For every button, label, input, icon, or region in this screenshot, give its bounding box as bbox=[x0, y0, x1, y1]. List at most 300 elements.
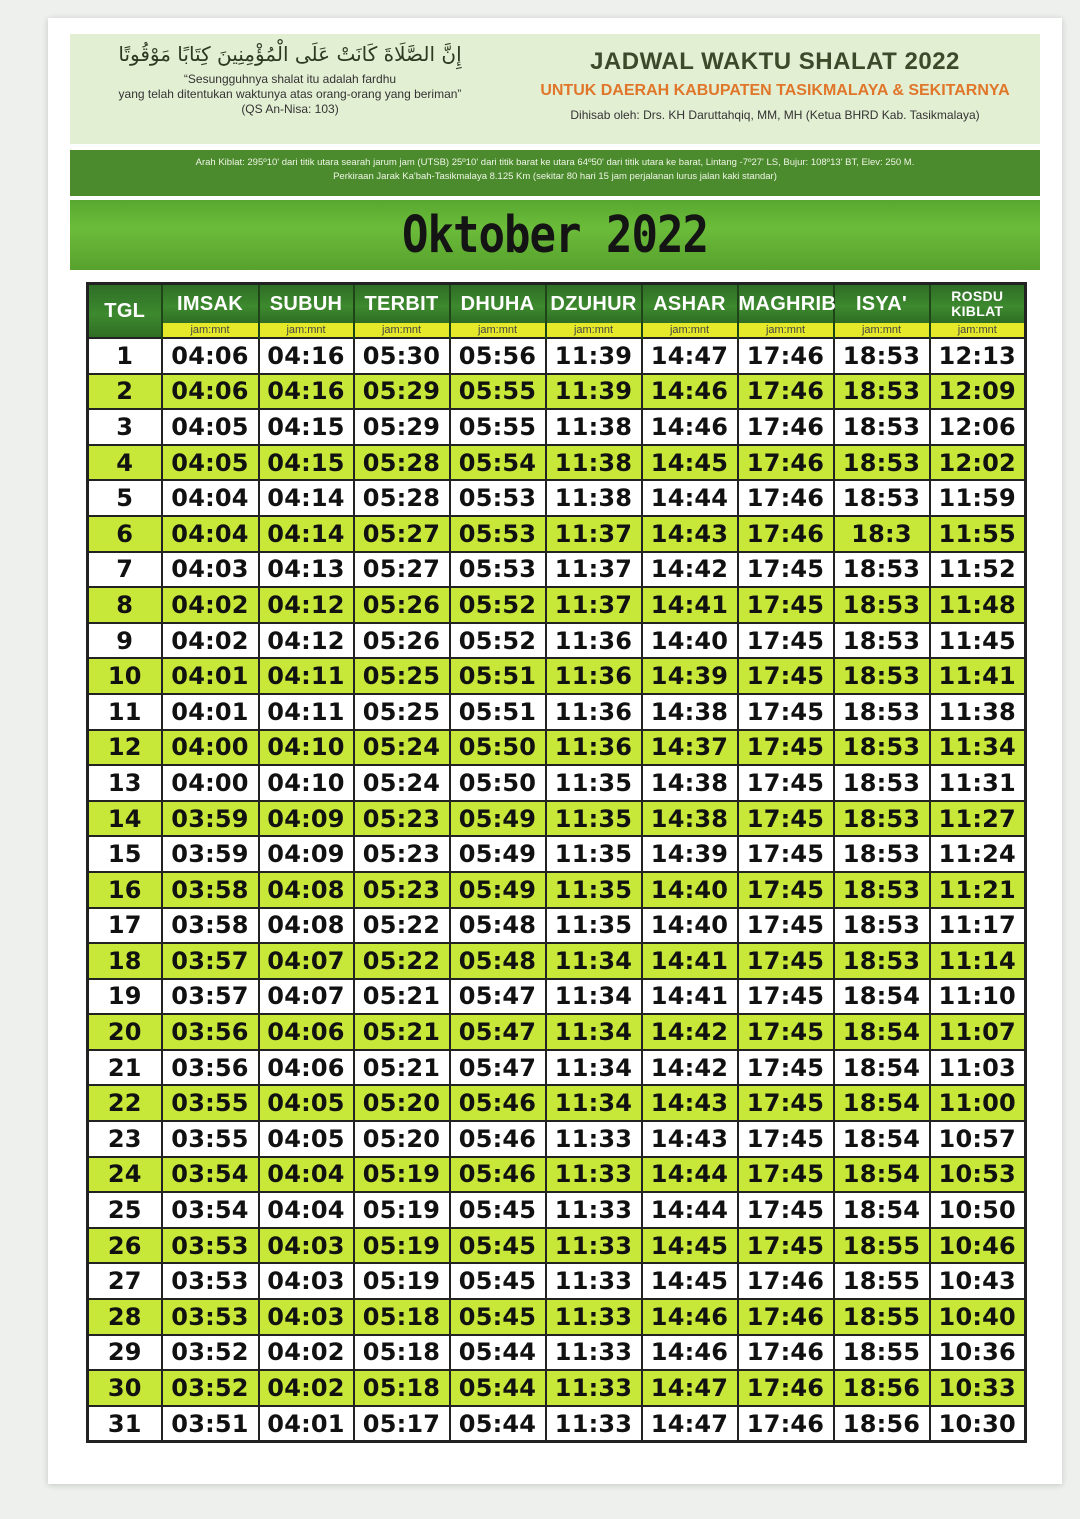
cell-isya: 18:54 bbox=[834, 1121, 930, 1157]
cell-maghrib: 17:46 bbox=[738, 445, 834, 481]
cell-terbit: 05:21 bbox=[354, 979, 450, 1015]
cell-subuh: 04:05 bbox=[259, 1121, 354, 1157]
cell-imsak: 04:03 bbox=[162, 552, 259, 588]
calculated-by: Dihisab oleh: Drs. KH Daruttahqiq, MM, MH (Ketua BHRD Kab. Tasikmalaya) bbox=[570, 108, 980, 122]
cell-tgl: 16 bbox=[88, 872, 162, 908]
cell-rosdu-kiblat: 11:00 bbox=[930, 1085, 1026, 1121]
month-title: Oktober 2022 bbox=[402, 206, 708, 265]
col-header-subuh: SUBUH bbox=[259, 284, 354, 324]
verse-block bbox=[70, 34, 510, 144]
cell-terbit: 05:26 bbox=[354, 587, 450, 623]
cell-subuh: 04:12 bbox=[259, 587, 354, 623]
table-row bbox=[88, 445, 1026, 481]
cell-subuh: 04:14 bbox=[259, 516, 354, 552]
cell-rosdu-kiblat: 12:09 bbox=[930, 374, 1026, 410]
cell-imsak: 03:59 bbox=[162, 801, 259, 837]
cell-tgl: 14 bbox=[88, 801, 162, 837]
cell-tgl: 26 bbox=[88, 1228, 162, 1264]
cell-dhuha: 05:45 bbox=[450, 1299, 546, 1335]
cell-rosdu-kiblat: 11:34 bbox=[930, 730, 1026, 766]
cell-imsak: 03:57 bbox=[162, 979, 259, 1015]
cell-ashar: 14:43 bbox=[642, 516, 738, 552]
page-title: JADWAL WAKTU SHALAT 2022 bbox=[590, 48, 960, 75]
cell-maghrib: 17:45 bbox=[738, 694, 834, 730]
table-row bbox=[88, 872, 1026, 908]
cell-maghrib: 17:46 bbox=[738, 338, 834, 374]
cell-tgl: 31 bbox=[88, 1406, 162, 1442]
cell-rosdu-kiblat: 11:14 bbox=[930, 943, 1026, 979]
cell-subuh: 04:03 bbox=[259, 1228, 354, 1264]
cell-maghrib: 17:46 bbox=[738, 374, 834, 410]
cell-dhuha: 05:55 bbox=[450, 409, 546, 445]
cell-dzuhur: 11:33 bbox=[546, 1370, 642, 1406]
cell-imsak: 04:00 bbox=[162, 765, 259, 801]
cell-subuh: 04:04 bbox=[259, 1157, 354, 1193]
cell-isya: 18:53 bbox=[834, 552, 930, 588]
cell-dhuha: 05:49 bbox=[450, 801, 546, 837]
cell-imsak: 04:01 bbox=[162, 658, 259, 694]
cell-isya: 18:56 bbox=[834, 1370, 930, 1406]
cell-rosdu-kiblat: 10:57 bbox=[930, 1121, 1026, 1157]
cell-ashar: 14:37 bbox=[642, 730, 738, 766]
cell-ashar: 14:39 bbox=[642, 836, 738, 872]
cell-maghrib: 17:45 bbox=[738, 587, 834, 623]
table-row bbox=[88, 338, 1026, 374]
cell-dzuhur: 11:36 bbox=[546, 658, 642, 694]
cell-tgl: 29 bbox=[88, 1335, 162, 1371]
cell-subuh: 04:04 bbox=[259, 1192, 354, 1228]
cell-ashar: 14:46 bbox=[642, 1335, 738, 1371]
cell-imsak: 03:51 bbox=[162, 1406, 259, 1442]
cell-tgl: 4 bbox=[88, 445, 162, 481]
col-header-rosdu-kiblat: ROSDU KIBLAT bbox=[930, 284, 1026, 324]
cell-dzuhur: 11:33 bbox=[546, 1406, 642, 1442]
cell-rosdu-kiblat: 11:45 bbox=[930, 623, 1026, 659]
cell-dhuha: 05:53 bbox=[450, 516, 546, 552]
cell-imsak: 03:55 bbox=[162, 1085, 259, 1121]
cell-subuh: 04:13 bbox=[259, 552, 354, 588]
cell-terbit: 05:18 bbox=[354, 1299, 450, 1335]
unit-label: jam:mnt bbox=[546, 323, 642, 338]
cell-subuh: 04:11 bbox=[259, 694, 354, 730]
cell-dhuha: 05:52 bbox=[450, 587, 546, 623]
cell-terbit: 05:26 bbox=[354, 623, 450, 659]
table-row bbox=[88, 516, 1026, 552]
cell-dzuhur: 11:35 bbox=[546, 765, 642, 801]
cell-dzuhur: 11:35 bbox=[546, 836, 642, 872]
cell-imsak: 03:52 bbox=[162, 1370, 259, 1406]
cell-dhuha: 05:55 bbox=[450, 374, 546, 410]
cell-tgl: 5 bbox=[88, 480, 162, 516]
cell-imsak: 04:02 bbox=[162, 587, 259, 623]
cell-imsak: 03:58 bbox=[162, 908, 259, 944]
table-row bbox=[88, 836, 1026, 872]
cell-isya: 18:54 bbox=[834, 979, 930, 1015]
cell-tgl: 11 bbox=[88, 694, 162, 730]
cell-maghrib: 17:45 bbox=[738, 730, 834, 766]
cell-imsak: 03:56 bbox=[162, 1050, 259, 1086]
cell-tgl: 3 bbox=[88, 409, 162, 445]
cell-dzuhur: 11:35 bbox=[546, 801, 642, 837]
cell-subuh: 04:16 bbox=[259, 338, 354, 374]
cell-tgl: 24 bbox=[88, 1157, 162, 1193]
table-row bbox=[88, 1050, 1026, 1086]
table-row bbox=[88, 1335, 1026, 1371]
table-header-row bbox=[88, 284, 1026, 324]
cell-tgl: 17 bbox=[88, 908, 162, 944]
cell-ashar: 14:45 bbox=[642, 445, 738, 481]
cell-isya: 18:53 bbox=[834, 445, 930, 481]
cell-dhuha: 05:47 bbox=[450, 979, 546, 1015]
cell-dhuha: 05:51 bbox=[450, 658, 546, 694]
cell-imsak: 04:00 bbox=[162, 730, 259, 766]
cell-maghrib: 17:46 bbox=[738, 516, 834, 552]
cell-maghrib: 17:45 bbox=[738, 836, 834, 872]
table-row bbox=[88, 1299, 1026, 1335]
cell-ashar: 14:46 bbox=[642, 374, 738, 410]
cell-maghrib: 17:45 bbox=[738, 1157, 834, 1193]
cell-maghrib: 17:45 bbox=[738, 623, 834, 659]
cell-isya: 18:53 bbox=[834, 694, 930, 730]
cell-subuh: 04:05 bbox=[259, 1085, 354, 1121]
arabic-verse: إِنَّ الصَّلَاةَ كَانَتْ عَلَى الْمُؤْمِنِينَ كِتَابًا مَوْقُوتًا bbox=[118, 42, 462, 66]
col-header-isya: ISYA' bbox=[834, 284, 930, 324]
cell-dhuha: 05:56 bbox=[450, 338, 546, 374]
cell-terbit: 05:23 bbox=[354, 801, 450, 837]
cell-isya: 18:53 bbox=[834, 730, 930, 766]
cell-imsak: 04:06 bbox=[162, 374, 259, 410]
cell-rosdu-kiblat: 10:40 bbox=[930, 1299, 1026, 1335]
cell-imsak: 04:06 bbox=[162, 338, 259, 374]
table-row bbox=[88, 1263, 1026, 1299]
cell-subuh: 04:09 bbox=[259, 836, 354, 872]
col-header-terbit: TERBIT bbox=[354, 284, 450, 324]
cell-subuh: 04:01 bbox=[259, 1406, 354, 1442]
cell-dzuhur: 11:33 bbox=[546, 1192, 642, 1228]
cell-dhuha: 05:51 bbox=[450, 694, 546, 730]
col-header-ashar: ASHAR bbox=[642, 284, 738, 324]
cell-subuh: 04:06 bbox=[259, 1014, 354, 1050]
cell-subuh: 04:16 bbox=[259, 374, 354, 410]
cell-maghrib: 17:45 bbox=[738, 552, 834, 588]
cell-subuh: 04:15 bbox=[259, 409, 354, 445]
cell-terbit: 05:27 bbox=[354, 552, 450, 588]
cell-maghrib: 17:45 bbox=[738, 908, 834, 944]
table-row bbox=[88, 694, 1026, 730]
cell-maghrib: 17:46 bbox=[738, 1299, 834, 1335]
cell-terbit: 05:20 bbox=[354, 1085, 450, 1121]
cell-dhuha: 05:44 bbox=[450, 1370, 546, 1406]
cell-isya: 18:56 bbox=[834, 1406, 930, 1442]
col-header-dhuha: DHUHA bbox=[450, 284, 546, 324]
table-row bbox=[88, 587, 1026, 623]
cell-imsak: 03:53 bbox=[162, 1228, 259, 1264]
cell-imsak: 04:04 bbox=[162, 480, 259, 516]
cell-dhuha: 05:44 bbox=[450, 1335, 546, 1371]
cell-subuh: 04:03 bbox=[259, 1263, 354, 1299]
cell-ashar: 14:47 bbox=[642, 1370, 738, 1406]
cell-maghrib: 17:45 bbox=[738, 872, 834, 908]
qibla-info-line-1: Arah Kiblat: 295º10' dari titik utara searah jarum jam (UTSB) 25º10' dari titik barat ke utara 64º50' dari titik utara ke barat, Lintang -7º27' LS, Bujur: 108º13' BT, Elev: 250 M. bbox=[195, 157, 915, 168]
cell-tgl: 2 bbox=[88, 374, 162, 410]
cell-dzuhur: 11:34 bbox=[546, 979, 642, 1015]
cell-terbit: 05:18 bbox=[354, 1370, 450, 1406]
cell-dzuhur: 11:34 bbox=[546, 1014, 642, 1050]
cell-dzuhur: 11:39 bbox=[546, 374, 642, 410]
cell-tgl: 25 bbox=[88, 1192, 162, 1228]
prayer-times-table-wrapper bbox=[86, 282, 1024, 1443]
unit-label: jam:mnt bbox=[162, 323, 259, 338]
cell-isya: 18:53 bbox=[834, 943, 930, 979]
cell-isya: 18:54 bbox=[834, 1192, 930, 1228]
table-row bbox=[88, 801, 1026, 837]
cell-imsak: 04:02 bbox=[162, 623, 259, 659]
cell-terbit: 05:19 bbox=[354, 1228, 450, 1264]
cell-tgl: 30 bbox=[88, 1370, 162, 1406]
quote-reference: (QS An-Nisa: 103) bbox=[241, 102, 339, 116]
qibla-info-line-2: Perkiraan Jarak Ka'bah-Tasikmalaya 8.125 Km (sekitar 80 hari 15 jam perjalanan lurus jalan kaki standar) bbox=[333, 171, 777, 182]
col-header-dzuhur: DZUHUR bbox=[546, 284, 642, 324]
cell-ashar: 14:46 bbox=[642, 1299, 738, 1335]
cell-ashar: 14:40 bbox=[642, 872, 738, 908]
page-subtitle: UNTUK DAERAH KABUPATEN TASIKMALAYA & SEKITARNYA bbox=[540, 82, 1010, 99]
cell-tgl: 6 bbox=[88, 516, 162, 552]
cell-ashar: 14:38 bbox=[642, 801, 738, 837]
cell-maghrib: 17:45 bbox=[738, 658, 834, 694]
unit-label: jam:mnt bbox=[450, 323, 546, 338]
cell-dzuhur: 11:37 bbox=[546, 587, 642, 623]
cell-imsak: 03:57 bbox=[162, 943, 259, 979]
cell-dhuha: 05:45 bbox=[450, 1192, 546, 1228]
cell-ashar: 14:45 bbox=[642, 1263, 738, 1299]
cell-terbit: 05:28 bbox=[354, 480, 450, 516]
cell-tgl: 10 bbox=[88, 658, 162, 694]
cell-terbit: 05:22 bbox=[354, 943, 450, 979]
cell-ashar: 14:40 bbox=[642, 908, 738, 944]
cell-subuh: 04:07 bbox=[259, 943, 354, 979]
cell-maghrib: 17:45 bbox=[738, 1050, 834, 1086]
unit-label: jam:mnt bbox=[259, 323, 354, 338]
cell-maghrib: 17:45 bbox=[738, 979, 834, 1015]
cell-ashar: 14:43 bbox=[642, 1121, 738, 1157]
cell-rosdu-kiblat: 10:30 bbox=[930, 1406, 1026, 1442]
cell-terbit: 05:25 bbox=[354, 694, 450, 730]
cell-rosdu-kiblat: 10:43 bbox=[930, 1263, 1026, 1299]
cell-rosdu-kiblat: 12:02 bbox=[930, 445, 1026, 481]
table-row bbox=[88, 1228, 1026, 1264]
cell-ashar: 14:47 bbox=[642, 338, 738, 374]
cell-dzuhur: 11:33 bbox=[546, 1299, 642, 1335]
cell-imsak: 03:54 bbox=[162, 1192, 259, 1228]
cell-tgl: 8 bbox=[88, 587, 162, 623]
cell-terbit: 05:29 bbox=[354, 374, 450, 410]
cell-terbit: 05:24 bbox=[354, 730, 450, 766]
cell-rosdu-kiblat: 11:41 bbox=[930, 658, 1026, 694]
cell-maghrib: 17:45 bbox=[738, 1014, 834, 1050]
cell-rosdu-kiblat: 11:55 bbox=[930, 516, 1026, 552]
cell-ashar: 14:42 bbox=[642, 1014, 738, 1050]
cell-terbit: 05:18 bbox=[354, 1335, 450, 1371]
prayer-times-table bbox=[86, 282, 1027, 1443]
cell-dhuha: 05:49 bbox=[450, 836, 546, 872]
cell-subuh: 04:06 bbox=[259, 1050, 354, 1086]
cell-dzuhur: 11:35 bbox=[546, 908, 642, 944]
cell-isya: 18:53 bbox=[834, 872, 930, 908]
cell-rosdu-kiblat: 10:53 bbox=[930, 1157, 1026, 1193]
cell-isya: 18:54 bbox=[834, 1157, 930, 1193]
cell-imsak: 03:53 bbox=[162, 1299, 259, 1335]
cell-tgl: 27 bbox=[88, 1263, 162, 1299]
cell-terbit: 05:29 bbox=[354, 409, 450, 445]
cell-rosdu-kiblat: 11:38 bbox=[930, 694, 1026, 730]
cell-maghrib: 17:45 bbox=[738, 765, 834, 801]
cell-rosdu-kiblat: 11:27 bbox=[930, 801, 1026, 837]
cell-imsak: 04:05 bbox=[162, 409, 259, 445]
cell-ashar: 14:41 bbox=[642, 943, 738, 979]
cell-tgl: 21 bbox=[88, 1050, 162, 1086]
table-row bbox=[88, 1157, 1026, 1193]
cell-dhuha: 05:54 bbox=[450, 445, 546, 481]
cell-tgl: 22 bbox=[88, 1085, 162, 1121]
cell-terbit: 05:21 bbox=[354, 1014, 450, 1050]
cell-imsak: 03:53 bbox=[162, 1263, 259, 1299]
cell-rosdu-kiblat: 11:21 bbox=[930, 872, 1026, 908]
cell-terbit: 05:23 bbox=[354, 836, 450, 872]
cell-ashar: 14:42 bbox=[642, 552, 738, 588]
cell-dzuhur: 11:38 bbox=[546, 445, 642, 481]
cell-dzuhur: 11:38 bbox=[546, 480, 642, 516]
table-row bbox=[88, 765, 1026, 801]
cell-terbit: 05:17 bbox=[354, 1406, 450, 1442]
cell-dzuhur: 11:36 bbox=[546, 730, 642, 766]
cell-terbit: 05:24 bbox=[354, 765, 450, 801]
cell-maghrib: 17:46 bbox=[738, 480, 834, 516]
cell-imsak: 04:05 bbox=[162, 445, 259, 481]
cell-isya: 18:53 bbox=[834, 623, 930, 659]
cell-terbit: 05:27 bbox=[354, 516, 450, 552]
cell-maghrib: 17:45 bbox=[738, 1192, 834, 1228]
cell-imsak: 03:59 bbox=[162, 836, 259, 872]
cell-isya: 18:53 bbox=[834, 908, 930, 944]
cell-imsak: 04:04 bbox=[162, 516, 259, 552]
cell-isya: 18:54 bbox=[834, 1085, 930, 1121]
col-header-maghrib: MAGHRIB bbox=[738, 284, 834, 324]
cell-rosdu-kiblat: 10:36 bbox=[930, 1335, 1026, 1371]
cell-terbit: 05:21 bbox=[354, 1050, 450, 1086]
cell-subuh: 04:09 bbox=[259, 801, 354, 837]
cell-dhuha: 05:47 bbox=[450, 1014, 546, 1050]
cell-terbit: 05:25 bbox=[354, 658, 450, 694]
table-row bbox=[88, 1370, 1026, 1406]
cell-isya: 18:54 bbox=[834, 1014, 930, 1050]
cell-terbit: 05:28 bbox=[354, 445, 450, 481]
cell-dhuha: 05:52 bbox=[450, 623, 546, 659]
cell-dhuha: 05:49 bbox=[450, 872, 546, 908]
cell-subuh: 04:02 bbox=[259, 1335, 354, 1371]
cell-terbit: 05:20 bbox=[354, 1121, 450, 1157]
quote-line-1: “Sesungguhnya shalat itu adalah fardhu bbox=[183, 72, 397, 86]
unit-label: jam:mnt bbox=[834, 323, 930, 338]
cell-subuh: 04:12 bbox=[259, 623, 354, 659]
cell-rosdu-kiblat: 11:59 bbox=[930, 480, 1026, 516]
cell-isya: 18:53 bbox=[834, 836, 930, 872]
cell-rosdu-kiblat: 11:52 bbox=[930, 552, 1026, 588]
cell-tgl: 20 bbox=[88, 1014, 162, 1050]
unit-label: jam:mnt bbox=[930, 323, 1026, 338]
cell-isya: 18:55 bbox=[834, 1299, 930, 1335]
cell-ashar: 14:44 bbox=[642, 480, 738, 516]
cell-subuh: 04:08 bbox=[259, 872, 354, 908]
cell-dzuhur: 11:36 bbox=[546, 694, 642, 730]
schedule-sheet bbox=[48, 18, 1062, 1484]
cell-ashar: 14:41 bbox=[642, 587, 738, 623]
cell-maghrib: 17:45 bbox=[738, 1085, 834, 1121]
table-row bbox=[88, 480, 1026, 516]
month-banner bbox=[70, 200, 1040, 270]
cell-dzuhur: 11:38 bbox=[546, 409, 642, 445]
cell-maghrib: 17:46 bbox=[738, 409, 834, 445]
col-header-tgl: TGL bbox=[88, 284, 162, 339]
cell-tgl: 1 bbox=[88, 338, 162, 374]
cell-dzuhur: 11:34 bbox=[546, 1050, 642, 1086]
cell-maghrib: 17:46 bbox=[738, 1335, 834, 1371]
cell-terbit: 05:19 bbox=[354, 1263, 450, 1299]
cell-imsak: 03:52 bbox=[162, 1335, 259, 1371]
quote-line-2: yang telah ditentukan waktunya atas orang-orang yang beriman” bbox=[118, 87, 462, 101]
cell-dzuhur: 11:33 bbox=[546, 1335, 642, 1371]
cell-ashar: 14:40 bbox=[642, 623, 738, 659]
cell-ashar: 14:44 bbox=[642, 1192, 738, 1228]
cell-subuh: 04:07 bbox=[259, 979, 354, 1015]
cell-dhuha: 05:48 bbox=[450, 908, 546, 944]
cell-rosdu-kiblat: 12:06 bbox=[930, 409, 1026, 445]
cell-dhuha: 05:45 bbox=[450, 1263, 546, 1299]
cell-maghrib: 17:46 bbox=[738, 1406, 834, 1442]
cell-tgl: 12 bbox=[88, 730, 162, 766]
cell-dzuhur: 11:36 bbox=[546, 623, 642, 659]
cell-subuh: 04:11 bbox=[259, 658, 354, 694]
cell-isya: 18:54 bbox=[834, 1050, 930, 1086]
cell-dzuhur: 11:37 bbox=[546, 552, 642, 588]
cell-dhuha: 05:50 bbox=[450, 730, 546, 766]
table-row bbox=[88, 1192, 1026, 1228]
table-row bbox=[88, 730, 1026, 766]
table-row bbox=[88, 409, 1026, 445]
unit-label: jam:mnt bbox=[642, 323, 738, 338]
verse-translation bbox=[70, 72, 510, 117]
cell-dhuha: 05:45 bbox=[450, 1228, 546, 1264]
cell-subuh: 04:10 bbox=[259, 730, 354, 766]
cell-isya: 18:53 bbox=[834, 801, 930, 837]
table-row bbox=[88, 552, 1026, 588]
cell-tgl: 19 bbox=[88, 979, 162, 1015]
cell-imsak: 03:58 bbox=[162, 872, 259, 908]
table-row bbox=[88, 1085, 1026, 1121]
table-row bbox=[88, 1014, 1026, 1050]
cell-subuh: 04:10 bbox=[259, 765, 354, 801]
cell-subuh: 04:08 bbox=[259, 908, 354, 944]
cell-maghrib: 17:45 bbox=[738, 943, 834, 979]
cell-ashar: 14:42 bbox=[642, 1050, 738, 1086]
cell-imsak: 03:56 bbox=[162, 1014, 259, 1050]
cell-dhuha: 05:44 bbox=[450, 1406, 546, 1442]
cell-dhuha: 05:53 bbox=[450, 552, 546, 588]
table-row bbox=[88, 623, 1026, 659]
cell-subuh: 04:14 bbox=[259, 480, 354, 516]
cell-rosdu-kiblat: 11:07 bbox=[930, 1014, 1026, 1050]
cell-isya: 18:55 bbox=[834, 1335, 930, 1371]
cell-dzuhur: 11:39 bbox=[546, 338, 642, 374]
